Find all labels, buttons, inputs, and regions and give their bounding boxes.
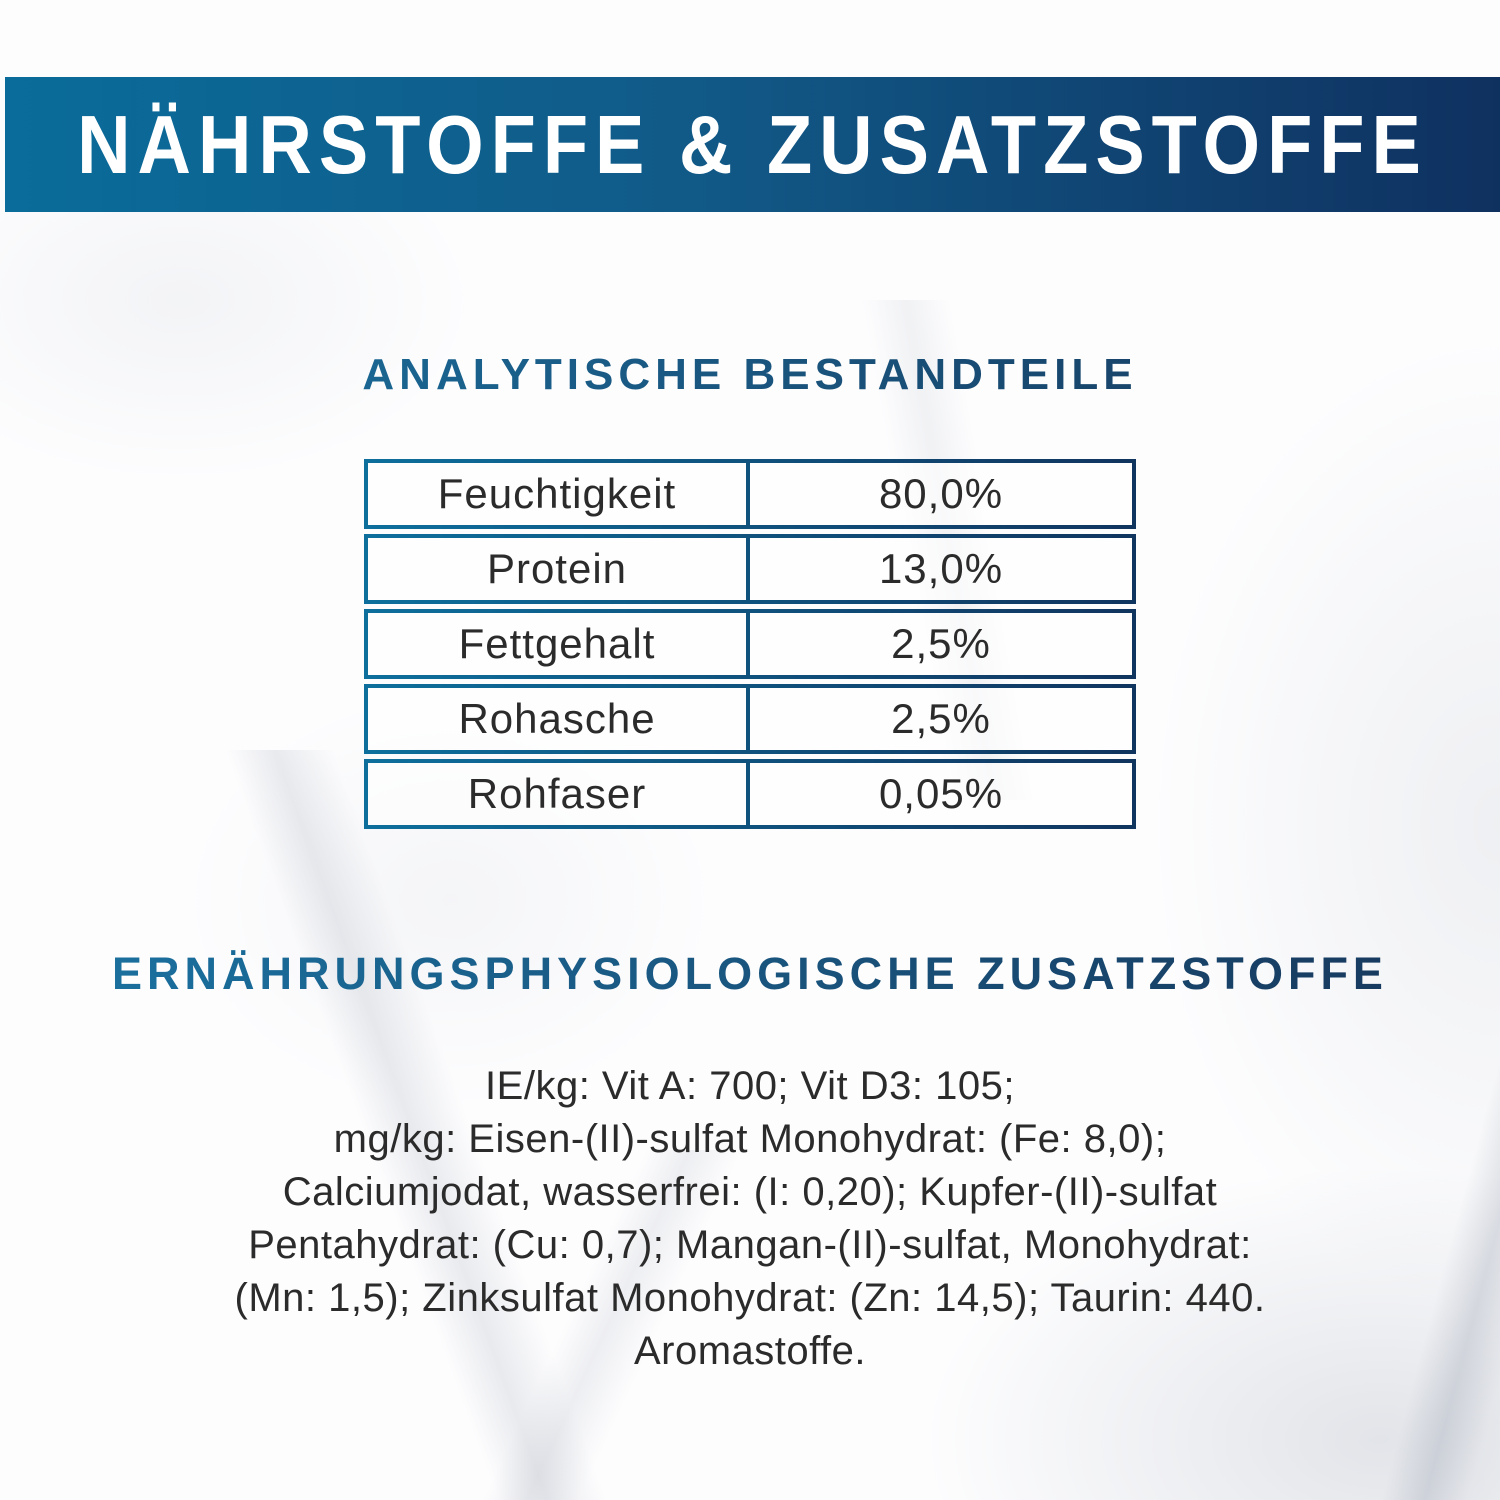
nutrient-label: Protein — [368, 538, 750, 600]
additives-section-heading: ERNÄHRUNGSPHYSIOLOGISCHE ZUSATZSTOFFE — [0, 948, 1500, 1000]
nutrient-value: 2,5% — [891, 620, 991, 667]
nutrient-label: Rohfaser — [368, 763, 750, 825]
nutrient-label: Rohasche — [368, 688, 750, 750]
additives-line: IE/kg: Vit A: 700; Vit D3: 105; — [485, 1064, 1015, 1108]
nutrient-label: Fettgehalt — [368, 613, 750, 675]
additives-line: (Mn: 1,5); Zinksulfat Monohydrat: (Zn: 14,5); Taurin: 440. — [234, 1276, 1266, 1320]
nutrient-value: 80,0% — [878, 470, 1004, 517]
nutrient-value: 0,05% — [878, 770, 1004, 817]
analytical-constituents-table — [364, 459, 1136, 834]
additives-line: mg/kg: Eisen-(II)-sulfat Monohydrat: (Fe: 8,0); — [333, 1117, 1167, 1161]
analytical-section-heading: ANALYTISCHE BESTANDTEILE — [0, 350, 1500, 400]
additives-paragraph — [80, 1060, 1420, 1378]
additives-line: Pentahydrat: (Cu: 0,7); Mangan-(II)-sulfat, Monohydrat: — [248, 1223, 1252, 1267]
table-row — [364, 684, 1136, 754]
nutrient-label: Feuchtigkeit — [368, 463, 750, 525]
table-row — [364, 459, 1136, 529]
additives-line: Calciumjodat, wasserfrei: (I: 0,20); Kupfer-(II)-sulfat — [282, 1170, 1218, 1214]
table-row — [364, 609, 1136, 679]
nutrient-value: 13,0% — [878, 545, 1004, 592]
table-row — [364, 759, 1136, 829]
additives-line: Aromastoffe. — [633, 1329, 867, 1373]
nutrient-value: 2,5% — [891, 695, 991, 742]
title-banner — [5, 77, 1500, 212]
table-row — [364, 534, 1136, 604]
banner-title: NÄHRSTOFFE & ZUSATZSTOFFE — [77, 98, 1428, 191]
